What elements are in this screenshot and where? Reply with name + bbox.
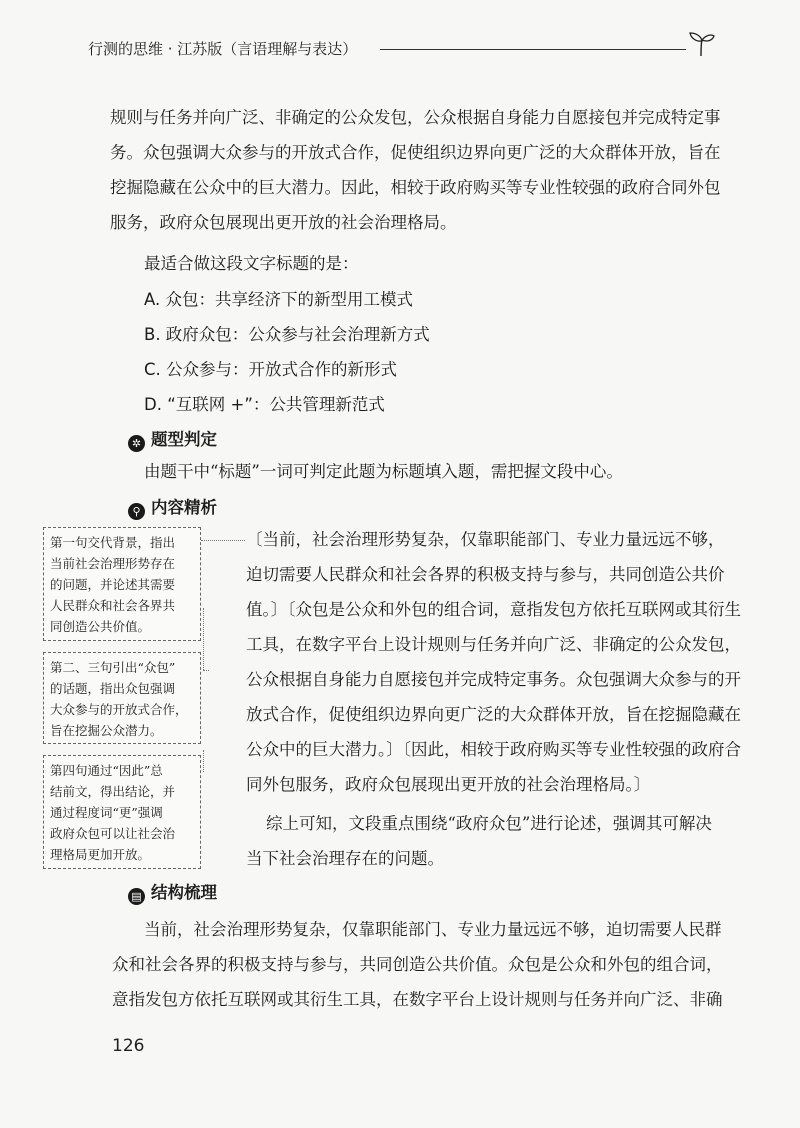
option-d: D. “互联网 +”：公共管理新范式 xyxy=(144,395,385,414)
section-content-heading xyxy=(128,494,217,520)
question-stem: 最适合做这段文字标题的是： xyxy=(144,254,359,273)
section-type-text: 由题干中“标题”一词可判定此题为标题填入题，需把握文段中心。 xyxy=(144,462,623,481)
note-connector xyxy=(203,608,204,670)
side-note-3: 第四句通过“因此”总 结前文，得出结论，并 通过程度词“更”强调 政府众包可以让社会治 理格局更加开放。 xyxy=(43,755,201,869)
passage-line: 挖掘隐藏在公众中的巨大潜力。因此，相较于政府购买等专业性较强的政府合同外包 xyxy=(110,178,721,197)
section-structure-heading xyxy=(128,879,217,905)
section-content-title: 内容精析 xyxy=(151,498,217,517)
section-type-title: 题型判定 xyxy=(151,430,217,449)
magnifier-icon: ⚲ xyxy=(128,503,145,520)
passage-line: 务。众包强调大众参与的开放式合作，促使组织边界向更广泛的大众群体开放，旨在 xyxy=(110,143,721,162)
side-note-1: 第一句交代背景，指出 当前社会治理形势存在 的问题，并论述其需要 人民群众和社会各界共 同创造公共价值。 xyxy=(43,527,201,641)
passage xyxy=(110,100,721,240)
gear-icon: ✲ xyxy=(128,435,145,452)
structure-text: 当前，社会治理形势复杂，仅靠职能部门、专业力量远远不够，迫切需要人民群 众和社会各界的积极支持与参与，共同创造公共价值。众包是公众和外包的组合词， 意指发包方依托互联网或其衍生工具，在数字平台上设计规则与任务并向广泛、非确 xyxy=(112,920,723,1009)
running-header xyxy=(88,30,718,60)
note-connector xyxy=(203,750,204,772)
passage-line: 规则与任务并向广泛、非确定的公众发包，公众根据自身能力自愿接包并完成特定事 xyxy=(110,108,721,127)
sprout-icon xyxy=(686,30,716,58)
section-type-heading xyxy=(128,426,217,452)
section-structure-title: 结构梳理 xyxy=(151,883,217,902)
option-c: C. 公众参与：开放式合作的新形式 xyxy=(144,360,398,379)
header-rule xyxy=(380,49,686,50)
passage-line: 服务，政府众包展现出更开放的社会治理格局。 xyxy=(110,213,457,232)
side-note-2: 第二、三句引出“众包” 的话题，指出众包强调 大众参与的开放式合作， 旨在挖掘公众潜力。 xyxy=(43,652,201,744)
header-title: 行测的思维 · 江苏版（言语理解与表达） xyxy=(88,40,358,58)
note-connector xyxy=(201,540,245,541)
note-connector xyxy=(203,670,209,671)
analysis-text: 〔当前，社会治理形势复杂，仅靠职能部门、专业力量远远不够， 迫切需要人民群众和社会各界的积极支持与参与，共同创造公共价 值。〕〔众包是公众和外包的组合词，意指发包方依托互联网或其衍生 工具，在数字平台上设计规则与任务并向广泛、非确定的公众发包， 公众根据自身能力自愿接包并完成特定事务。众包强调大众参与的开 放式合作，促使组织边界向更广泛的大众群体开放，旨在挖掘隐藏在 公众中的巨大潜力。〕〔因此，相较于政府购买等专业性较强的政府合 同外包服务，政府众包展现出更开放的社会治理格局。〕 xyxy=(246,530,741,794)
page-number: 126 xyxy=(112,1036,145,1056)
structure-icon: ▤ xyxy=(128,888,145,905)
option-a: A. 众包：共享经济下的新型用工模式 xyxy=(144,290,413,309)
option-b: B. 政府众包：公众参与社会治理新方式 xyxy=(144,325,430,344)
summary-text: 综上可知，文段重点围绕“政府众包”进行论述，强调其可解决 当下社会治理存在的问题。 xyxy=(246,814,712,868)
